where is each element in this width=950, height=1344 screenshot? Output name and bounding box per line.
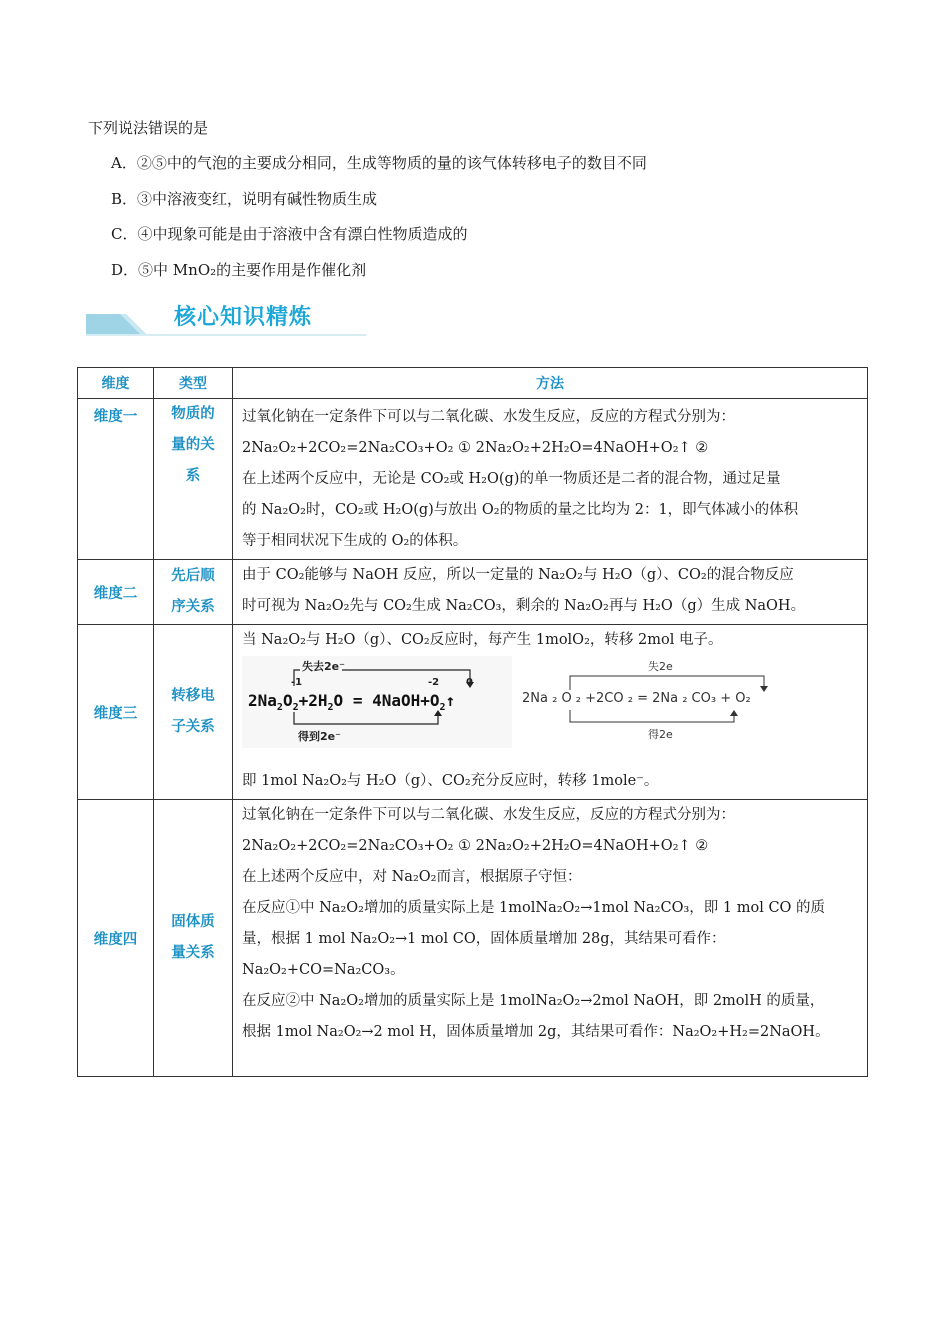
row1-type-line: 物质的 xyxy=(171,406,215,422)
row4-type-line: 量关系 xyxy=(171,945,215,961)
row3-method xyxy=(233,625,868,800)
row2-dimension: 维度二 xyxy=(78,560,154,625)
text-line: 等于相同状况下生成的 O₂的体积。 xyxy=(242,533,468,549)
text-line: 量，根据 1 mol Na₂O₂→1 mol CO，固体质量增加 28g，其结果可看作： xyxy=(242,931,726,947)
option-d: D．⑤中 MnO₂的主要作用是作催化剂 xyxy=(111,261,367,279)
eq1-top-label: 失去2e⁻ xyxy=(302,660,345,673)
row2-type-line: 先后顺 xyxy=(171,568,215,584)
row4-method xyxy=(233,800,868,1077)
text-line: 在上述两个反应中，对 Na₂O₂而言，根据原子守恒： xyxy=(242,869,582,885)
text-line: 在反应②中 Na₂O₂增加的质量实际上是 1molNa₂O₂→2mol NaOH，即 2molH 的质量， xyxy=(242,993,825,1009)
option-a: A．②⑤中的气泡的主要成分相同，生成等物质的量的该气体转移电子的数目不同 xyxy=(111,154,647,172)
equation-diagram-h2o xyxy=(242,656,512,748)
text-line: 过氧化钠在一定条件下可以与二氧化碳、水发生反应，反应的方程式分别为： xyxy=(242,807,735,823)
eq1-ox-minus1: -1 xyxy=(291,677,303,688)
text-line: 2Na₂O₂+2CO₂=2Na₂CO₃+O₂ ① 2Na₂O₂+2H₂O=4NaOH+O₂↑ ② xyxy=(242,838,709,854)
text-line: 根据 1mol Na₂O₂→2 mol H，固体质量增加 2g，其结果可看作：Na₂O₂+H₂=2NaOH。 xyxy=(242,1024,830,1040)
row4-type-line: 固体质 xyxy=(171,914,215,930)
row2-type xyxy=(154,560,233,625)
eq1-formula: $2Na_2O_2+2H_2O$ = $4NaOH+O_2↑$ xyxy=(248,691,456,713)
text-line: Na₂O₂+CO=Na₂CO₃。 xyxy=(242,962,405,978)
eq2-formula: 2Na ₂ O ₂ +2CO ₂ = 2Na ₂ CO₃ + O₂ xyxy=(522,691,751,706)
eq2-top-label: 失2e xyxy=(648,660,673,673)
row3-type-line: 转移电 xyxy=(171,688,215,704)
text-line: 时可视为 Na₂O₂先与 CO₂生成 Na₂CO₃，剩余的 Na₂O₂再与 H₂O（g）生成 NaOH。 xyxy=(242,598,806,614)
eq1-bottom-label: 得到2e⁻ xyxy=(298,730,341,743)
table-header-row xyxy=(78,368,868,399)
table-row xyxy=(78,399,868,560)
text-line: 即 1mol Na₂O₂与 H₂O（g）、CO₂充分反应时，转移 1mole⁻。 xyxy=(242,773,659,789)
option-c: C．④中现象可能是由于溶液中含有漂白性物质造成的 xyxy=(111,225,468,243)
eq1-ox-zero: 0 xyxy=(466,677,473,688)
text-line: 由于 CO₂能够与 NaOH 反应，所以一定量的 Na₂O₂与 H₂O（g）、CO₂的混合物反应 xyxy=(242,567,794,583)
row3-type xyxy=(154,625,233,800)
equation-diagram-co2 xyxy=(518,656,808,748)
row1-dimension: 维度一 xyxy=(78,399,154,560)
header-method: 方法 xyxy=(233,368,868,399)
row1-type-line: 系 xyxy=(185,468,201,484)
section-title: 核心知识精炼 xyxy=(174,305,313,330)
row3-dimension: 维度三 xyxy=(78,625,154,800)
text-line: 在上述两个反应中，无论是 CO₂或 H₂O(g)的单一物质还是二者的混合物，通过足量 xyxy=(242,471,781,487)
row4-type xyxy=(154,800,233,1077)
electron-transfer-diagrams xyxy=(242,656,859,766)
question-stem: 下列说法错误的是 xyxy=(88,119,209,137)
text-line: 2Na₂O₂+2CO₂=2Na₂CO₃+O₂ ① 2Na₂O₂+2H₂O=4NaOH+O₂↑ ② xyxy=(242,440,709,456)
table-row xyxy=(78,625,868,800)
text-line: 过氧化钠在一定条件下可以与二氧化碳、水发生反应，反应的方程式分别为： xyxy=(242,409,735,425)
row1-method xyxy=(233,399,868,560)
row2-method xyxy=(233,560,868,625)
row1-type xyxy=(154,399,233,560)
eq2-bottom-label: 得2e xyxy=(648,728,673,741)
row3-type-line: 子关系 xyxy=(171,719,215,735)
header-type: 类型 xyxy=(154,368,233,399)
option-b: B．③中溶液变红，说明有碱性物质生成 xyxy=(111,190,378,208)
row1-type-line: 量的关 xyxy=(171,437,215,453)
section-banner xyxy=(86,298,368,342)
row2-type-line: 序关系 xyxy=(171,599,215,615)
knowledge-table xyxy=(77,367,868,1077)
eq1-ox-minus2: -2 xyxy=(428,677,440,688)
text-line: 当 Na₂O₂与 H₂O（g）、CO₂反应时，每产生 1molO₂，转移 2mol 电子。 xyxy=(242,632,723,648)
row4-dimension: 维度四 xyxy=(78,800,154,1077)
text-line: 的 Na₂O₂时，CO₂或 H₂O(g)与放出 O₂的物质的量之比均为 2：1，即气体减小的体积 xyxy=(242,502,799,518)
text-line: 在反应①中 Na₂O₂增加的质量实际上是 1molNa₂O₂→1mol Na₂CO₃，即 1 mol CO 的质 xyxy=(242,900,826,916)
header-dimension: 维度 xyxy=(78,368,154,399)
table-row xyxy=(78,800,868,1077)
table-row xyxy=(78,560,868,625)
